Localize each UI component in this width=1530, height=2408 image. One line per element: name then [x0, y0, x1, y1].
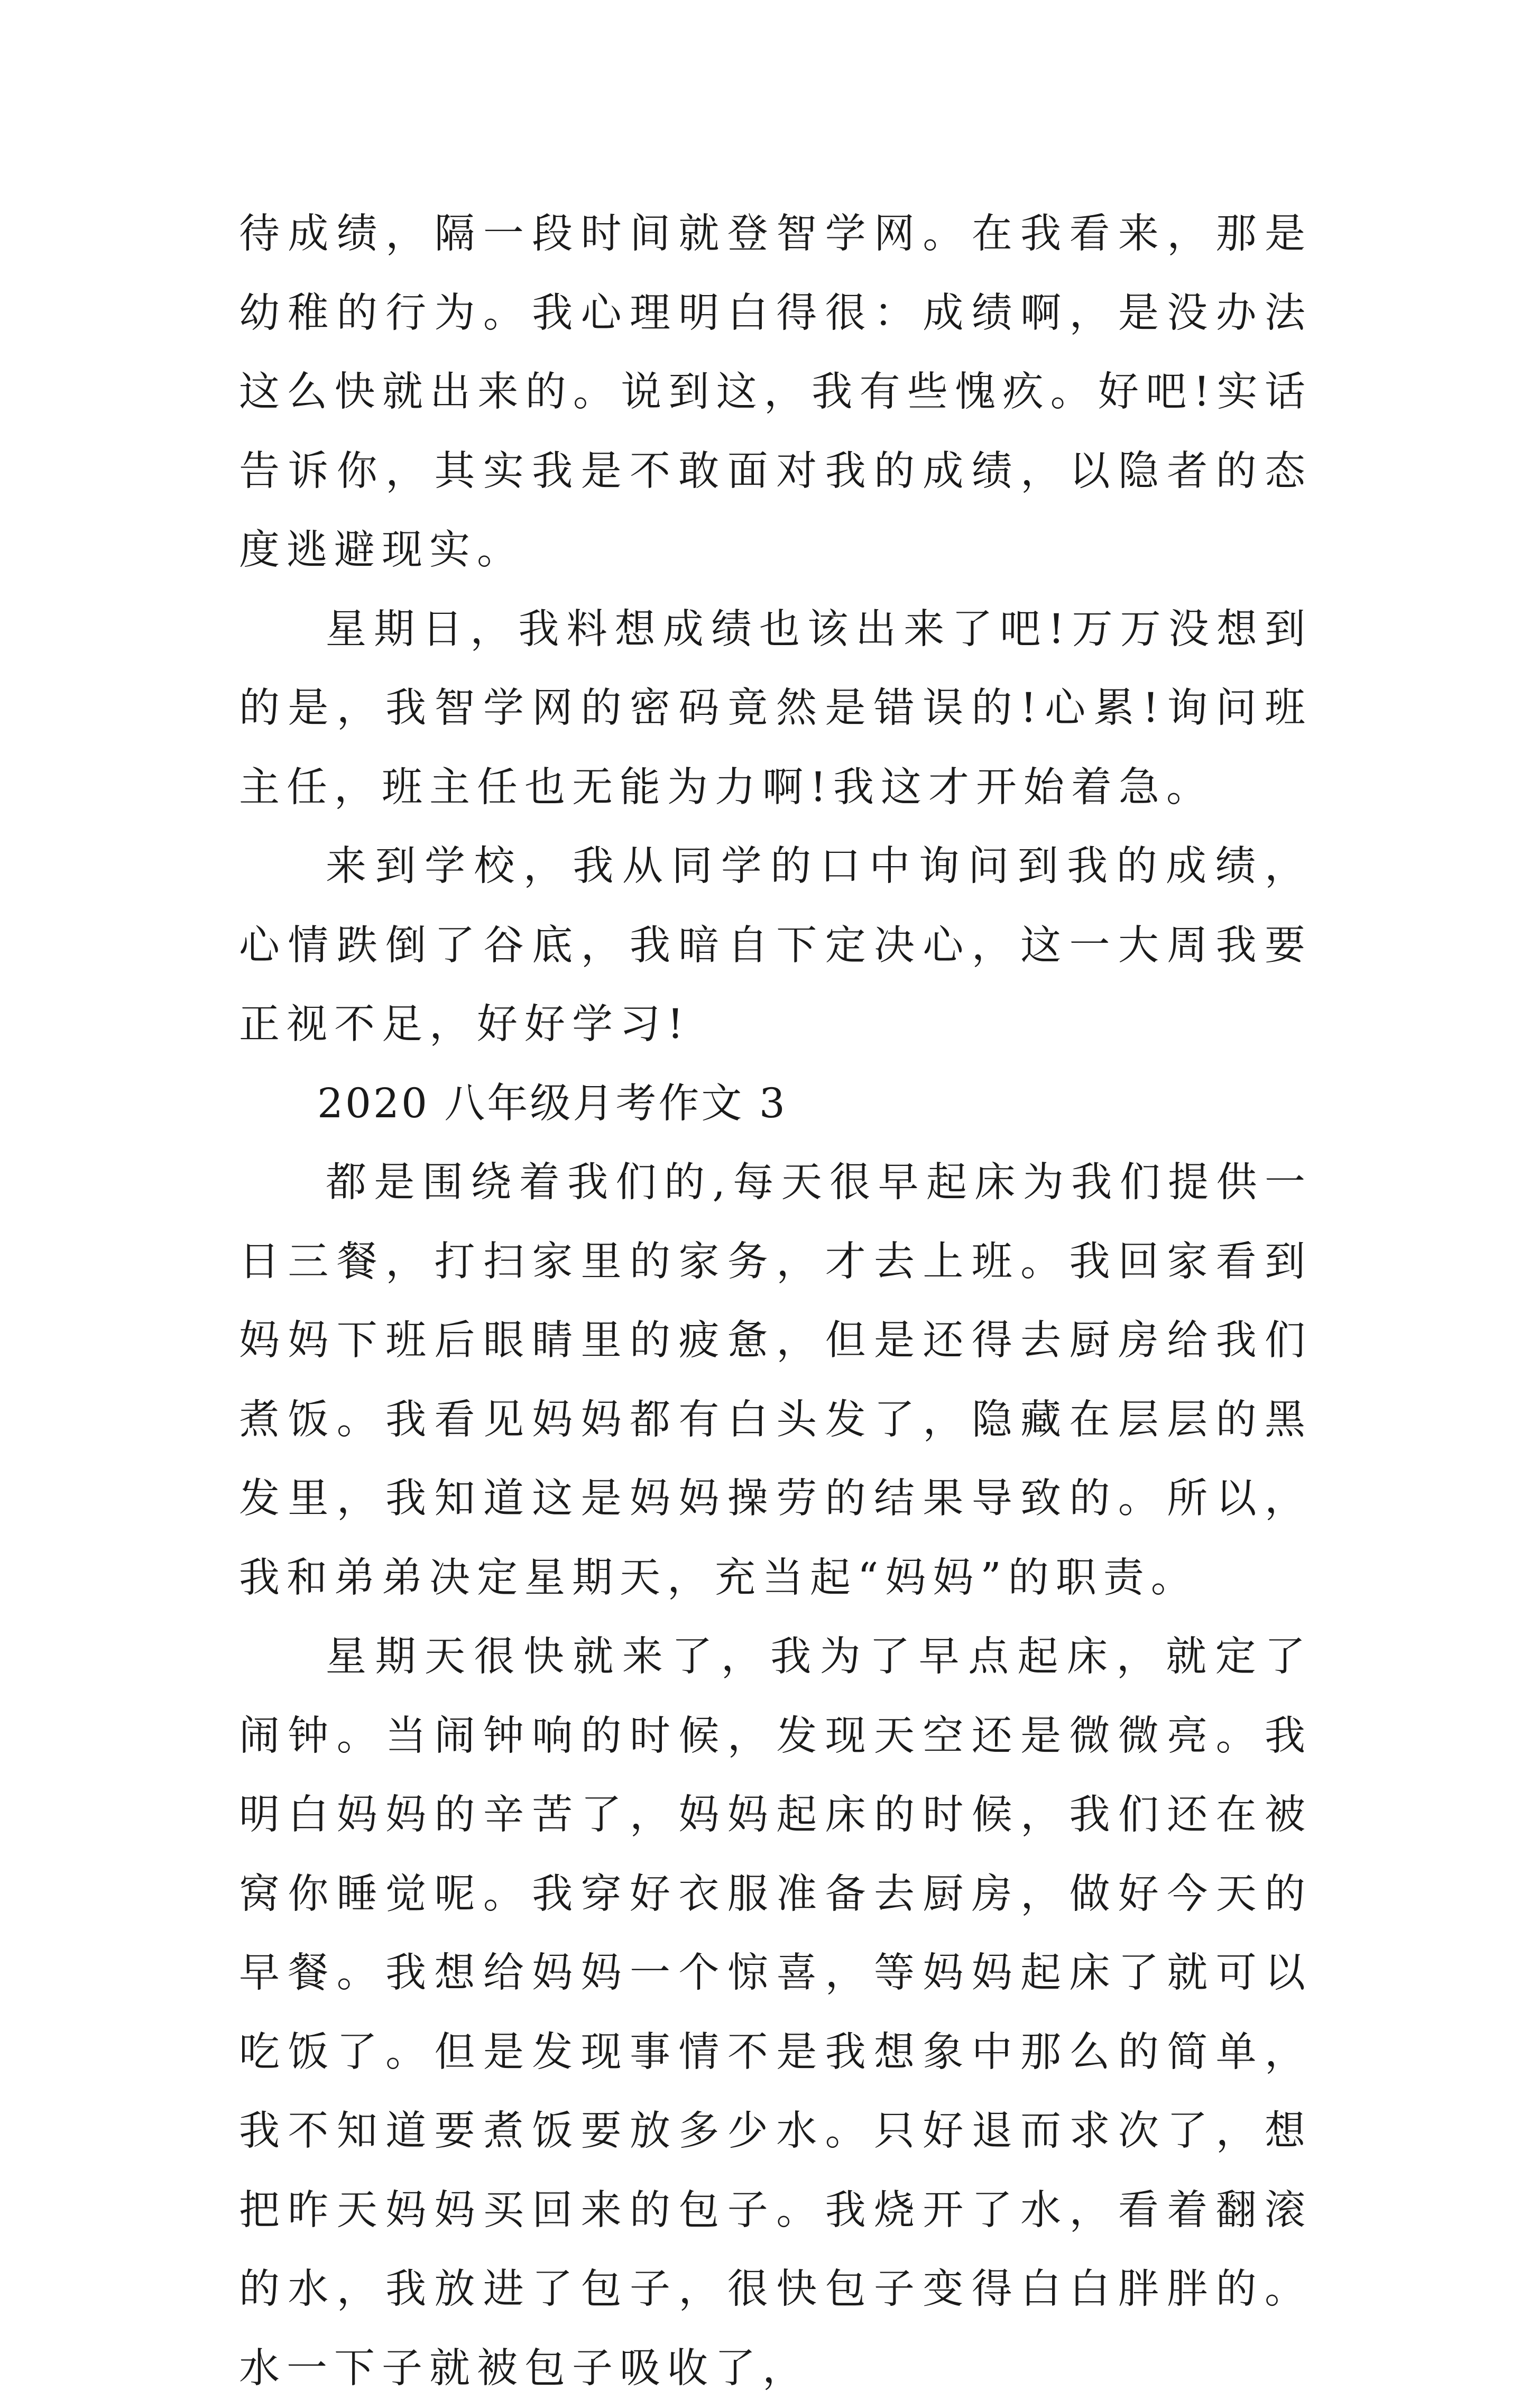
section-heading: 2020 八年级月考作文 3	[317, 1080, 787, 1127]
paragraph: 来到学校，我从同学的口中询问到我的成绩，心情跌倒了谷底，我暗自下定决心，这一大周我要正视不足，好好学习!	[239, 843, 1312, 1048]
paragraph: 待成绩，隔一段时间就登智学网。在我看来，那是幼稚的行为。我心理明白得很：成绩啊，是没办法这么快就出来的。说到这，我有些愧疚。好吧!实话告诉你，其实我是不敢面对我的成绩，以隐者的态度逃避现实。	[239, 210, 1312, 574]
paragraph: 都是围绕着我们的,每天很早起床为我们提供一日三餐，打扫家里的家务，才去上班。我回家看到妈妈下班后眼睛里的疲惫，但是还得去厨房给我们煮饭。我看见妈妈都有白头发了，隐藏在层层的黑发里，我知道这是妈妈操劳的结果导致的。所以，我和弟弟决定星期天，充当起“妈妈”的职责。	[239, 1159, 1312, 1602]
paragraph: 星期天很快就来了，我为了早点起床，就定了闹钟。当闹钟响的时候，发现天空还是微微亮。我明白妈妈的辛苦了，妈妈起床的时候，我们还在被窝你睡觉呢。我穿好衣服准备去厨房，做好今天的早餐。我想给妈妈一个惊喜，等妈妈起床了就可以吃饭了。但是发现事情不是我想象中那么的简单，我不知道要煮饭要放多少水。只好退而求次了，想把昨天妈妈买回来的包子。我烧开了水，看着翻滚的水，我放进了包子，很快包子变得白白胖胖的。水一下子就被包子吸收了，	[239, 1633, 1312, 2392]
document-body	[239, 195, 1312, 2408]
paragraph: 星期日，我料想成绩也该出来了吧!万万没想到的是，我智学网的密码竟然是错误的!心累!询问班主任，班主任也无能为力啊!我这才开始着急。	[239, 605, 1312, 811]
